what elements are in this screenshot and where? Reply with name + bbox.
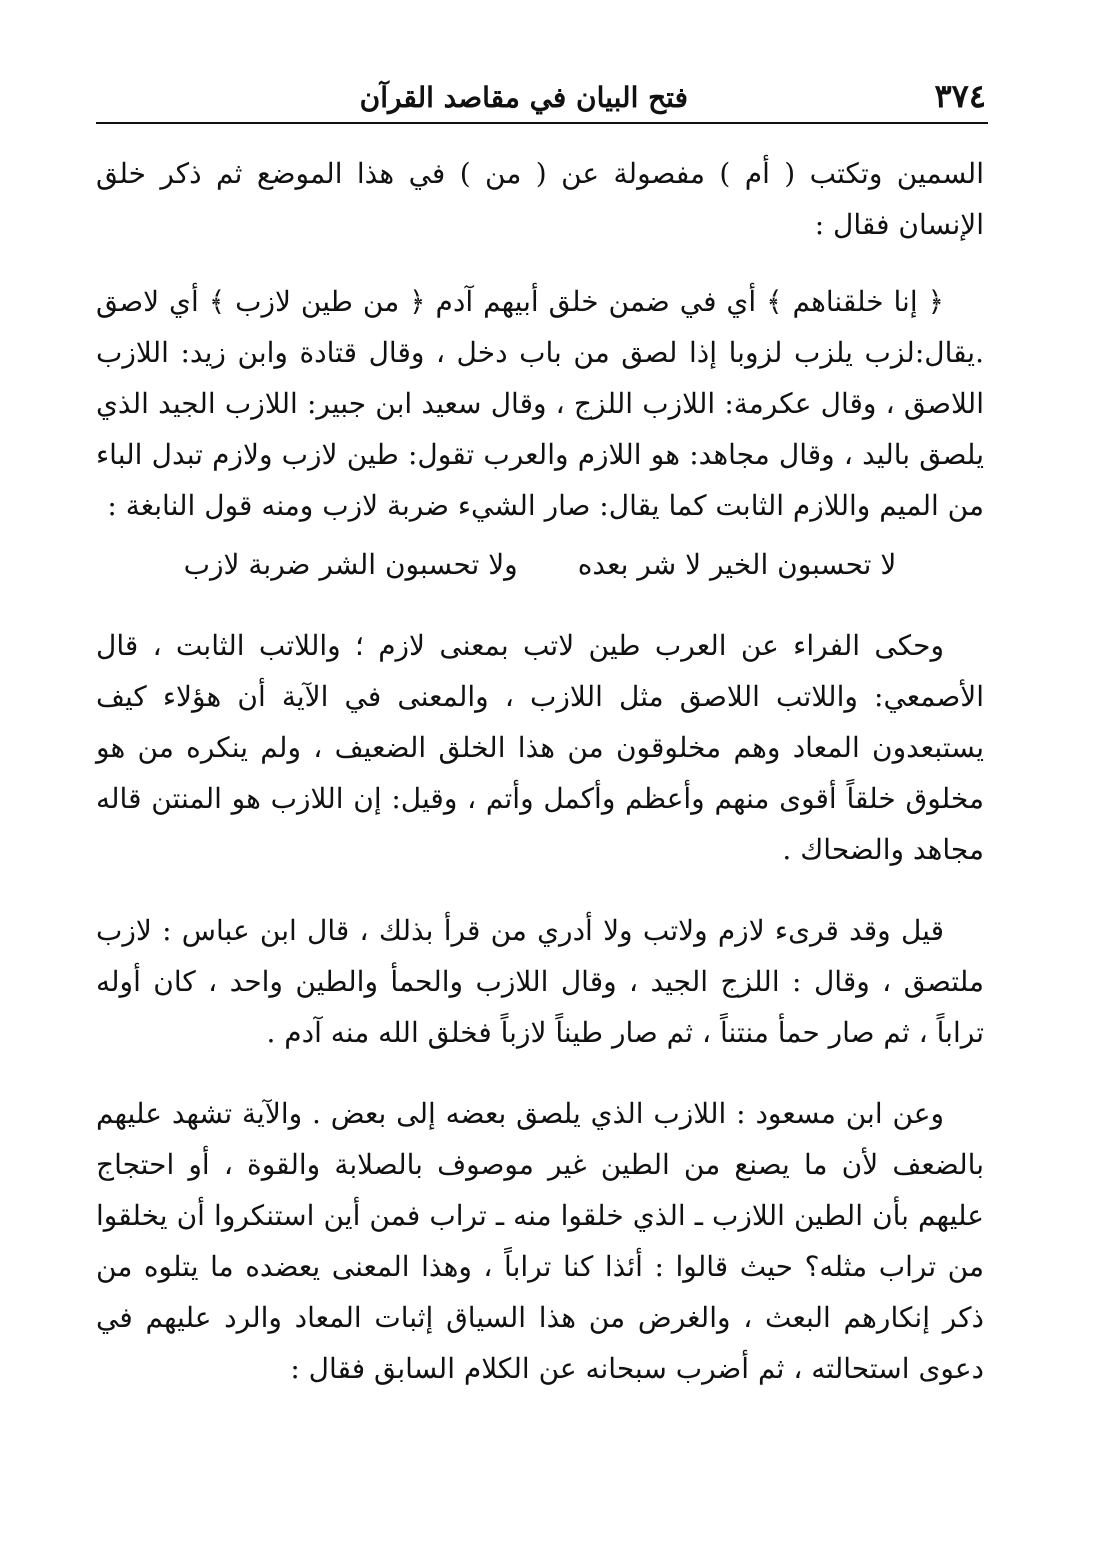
verse-first-hemistich: لا تحسبون الخير لا شر بعده bbox=[577, 548, 897, 581]
paragraph-spacer bbox=[96, 590, 984, 620]
verse-second-hemistich: ولا تحسبون الشر ضربة لازب bbox=[183, 548, 518, 581]
paragraph-2: ﴿ إنا خلقناهم ﴾ أي في ضمن خلق أبيهم آدم ﴿ من طين لازب ﴾ أي لاصق .يقال:لزب يلزب لزوبا إذا لصق من باب دخل ، وقال قتادة وابن زيد: اللازب اللاصق ، وقال عكرمة: اللازب اللزج ، وقال سعيد ابن جبير: اللازب الجيد الذي يلصق باليد ، وقال مجاهد: هو اللازم والعرب تقول: طين لازب ولازم تبدل الباء من الميم واللازم الثابت كما يقال: صار الشيء ضربة لازب ومنه قول النابغة : bbox=[96, 285, 984, 522]
paragraph-1: السمين وتكتب ( أم ) مفصولة عن ( من ) في هذا الموضع ثم ذكر خلق الإنسان فقال : bbox=[96, 157, 984, 241]
running-title: فتح البيان في مقاصد القرآن bbox=[359, 81, 688, 114]
page-body bbox=[96, 148, 984, 1394]
poetry-verse bbox=[96, 539, 984, 590]
paragraph-spacer bbox=[96, 875, 984, 905]
paragraph-spacer bbox=[96, 1058, 984, 1088]
paragraph-5: وعن ابن مسعود : اللازب الذي يلصق بعضه إلى بعض . والآية تشهد عليهم بالضعف لأن ما يصنع من الطين غير موصوف بالصلابة والقوة ، أو احتجاج عليهم بأن الطين اللازب ـ الذي خلقوا منه ـ تراب فمن أين استنكروا أن يخلقوا من تراب مثله؟ حيث قالوا : أئذا كنا تراباً ، وهذا المعنى يعضده ما يتلوه من ذكر إنكارهم البعث ، والغرض من هذا السياق إثبات المعاد والرد عليهم في دعوى استحالته ، ثم أضرب سبحانه عن الكلام السابق فقال : bbox=[96, 1097, 984, 1385]
paragraph-spacer bbox=[96, 250, 984, 276]
paragraph-3: وحكى الفراء عن العرب طين لاتب بمعنى لازم ؛ واللاتب الثابت ، قال الأصمعي: واللاتب اللاصق مثل اللازب ، والمعنى في الآية أن هؤلاء كيف يستبعدون المعاد وهم مخلوقون من هذا الخلق الضعيف ، ولم ينكره من هو مخلوق خلقاً أقوى منهم وأعظم وأكمل وأتم ، وقيل: إن اللازب هو المنتن قاله مجاهد والضحاك . bbox=[96, 629, 985, 866]
page-header bbox=[96, 70, 986, 120]
paragraph-4: قيل وقد قرىء لازم ولاتب ولا أدري من قرأ بذلك ، قال ابن عباس : لازب ملتصق ، وقال : اللزج الجيد ، وقال اللازب والحمأ والطين واحد ، كان أوله تراباً ، ثم صار حمأ منتناً ، ثم صار طيناً لازباً فخلق الله منه آدم . bbox=[96, 914, 984, 1049]
page-number: ٣٧٤ bbox=[934, 77, 986, 115]
header-rule bbox=[96, 122, 988, 124]
